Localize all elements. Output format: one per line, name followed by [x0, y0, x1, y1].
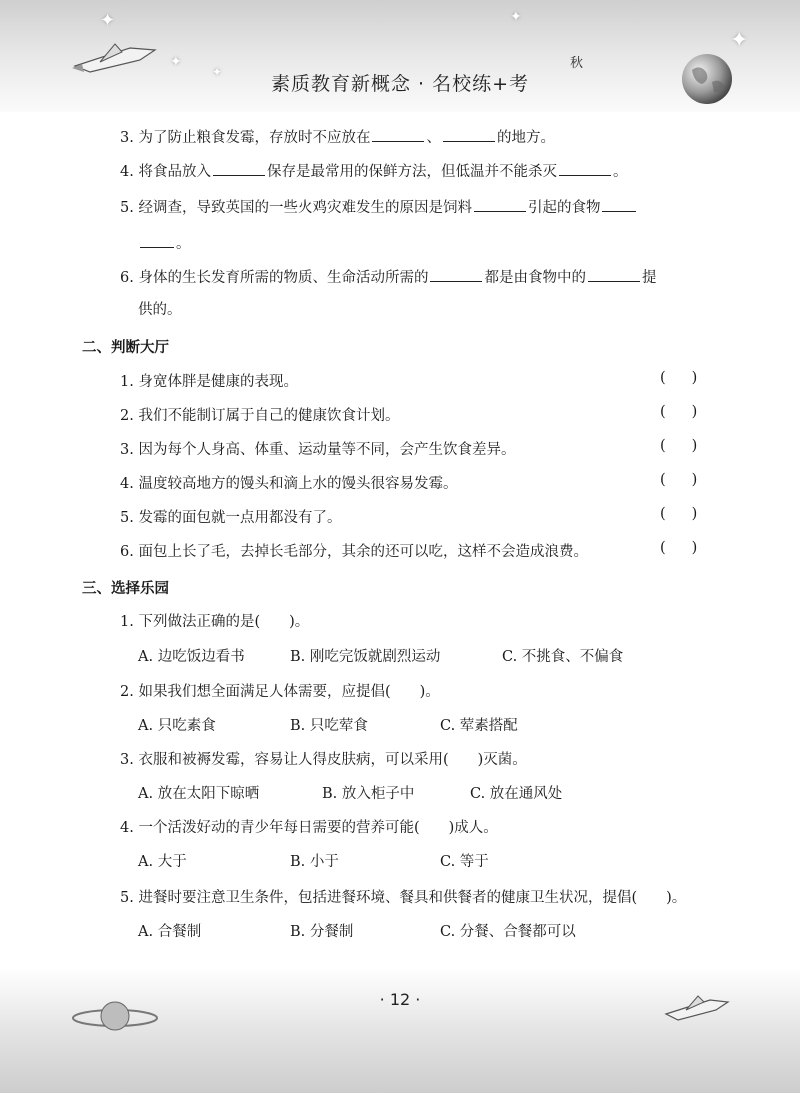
choice-question: 4. 一个活泼好动的青少年每日需要的营养可能( )成人。 — [120, 820, 498, 836]
page-number: · 12 · — [379, 990, 421, 1009]
answer-blank[interactable] — [474, 197, 526, 212]
choice-option-a[interactable]: A. 合餐制 — [138, 924, 202, 940]
answer-paren[interactable]: () — [660, 540, 724, 556]
choice-option-a[interactable]: A. 大于 — [138, 854, 187, 870]
choice-question: 1. 下列做法正确的是( )。 — [120, 614, 310, 630]
choice-option-a[interactable]: A. 边吃饭边看书 — [138, 649, 245, 665]
choice-question: 5. 进餐时要注意卫生条件，包括进餐环境、餐具和供餐者的健康卫生状况，提倡( )。 — [120, 890, 687, 906]
choice-option-c[interactable]: C. 荤素搭配 — [440, 718, 518, 734]
fill-item: 3. 为了防止粮食发霉，存放时不应放在 、 的地方。 — [120, 126, 555, 147]
answer-blank[interactable] — [588, 267, 640, 282]
page-header-title: 素质教育新概念 · 名校练+考 — [270, 73, 530, 95]
season-label: 秋 — [570, 56, 584, 71]
judge-item: 4. 温度较高地方的馒头和滴上水的馒头很容易发霉。 — [120, 476, 458, 492]
fill-item: 4. 将食品放入 保存是最常用的保鲜方法，但低温并不能杀灭 。 — [120, 160, 627, 181]
choice-question: 2. 如果我们想全面满足人体需要，应提倡( )。 — [120, 684, 440, 700]
star-icon: ✦ — [510, 9, 522, 25]
star-icon: ✦ — [730, 28, 749, 53]
fill-item-continued: 供的。 — [138, 302, 182, 318]
star-icon: ✦ — [100, 10, 116, 31]
choice-question: 3. 衣服和被褥发霉，容易让人得皮肤病，可以采用( )灭菌。 — [120, 752, 527, 768]
choice-option-a[interactable]: A. 只吃素食 — [138, 718, 216, 734]
choice-option-b[interactable]: B. 只吃荤食 — [290, 718, 368, 734]
answer-paren[interactable]: () — [660, 438, 724, 454]
choice-option-c[interactable]: C. 放在通风处 — [470, 786, 563, 802]
choice-option-b[interactable]: B. 小于 — [290, 854, 339, 870]
choice-option-b[interactable]: B. 放入柜子中 — [322, 786, 415, 802]
star-icon: ✦ — [170, 54, 182, 70]
answer-blank[interactable] — [602, 197, 636, 212]
section-title-choice: 三、选择乐园 — [82, 581, 169, 597]
judge-item: 2. 我们不能制订属于自己的健康饮食计划。 — [120, 408, 400, 424]
section-title-judge: 二、判断大厅 — [82, 340, 169, 356]
choice-option-c[interactable]: C. 不挑食、不偏食 — [502, 649, 624, 665]
fill-item: 6. 身体的生长发育所需的物质、生命活动所需的 都是由食物中的 提 — [120, 266, 656, 287]
judge-item: 6. 面包上长了毛，去掉长毛部分，其余的还可以吃，这样不会造成浪费。 — [120, 544, 588, 560]
answer-blank[interactable] — [372, 127, 424, 142]
choice-option-c[interactable]: C. 等于 — [440, 854, 489, 870]
fill-item: 5. 经调查，导致英国的一些火鸡灾难发生的原因是饲料 引起的食物 — [120, 196, 638, 217]
fill-item-continued: 。 — [138, 232, 191, 253]
choice-option-c[interactable]: C. 分餐、合餐都可以 — [440, 924, 576, 940]
star-icon: ✦ — [212, 65, 223, 79]
answer-blank[interactable] — [430, 267, 482, 282]
answer-blank[interactable] — [559, 161, 611, 176]
answer-paren[interactable]: () — [660, 472, 724, 488]
answer-paren[interactable]: () — [660, 506, 724, 522]
answer-blank[interactable] — [213, 161, 265, 176]
answer-blank[interactable] — [443, 127, 495, 142]
answer-paren[interactable]: () — [660, 370, 724, 386]
choice-option-b[interactable]: B. 分餐制 — [290, 924, 354, 940]
judge-item: 5. 发霉的面包就一点用都没有了。 — [120, 510, 342, 526]
judge-item: 3. 因为每个人身高、体重、运动量等不同，会产生饮食差异。 — [120, 442, 516, 458]
judge-item: 1. 身宽体胖是健康的表现。 — [120, 374, 298, 390]
answer-paren[interactable]: () — [660, 404, 724, 420]
choice-option-b[interactable]: B. 刚吃完饭就剧烈运动 — [290, 649, 441, 665]
answer-blank[interactable] — [140, 233, 174, 248]
choice-option-a[interactable]: A. 放在太阳下晾晒 — [138, 786, 260, 802]
